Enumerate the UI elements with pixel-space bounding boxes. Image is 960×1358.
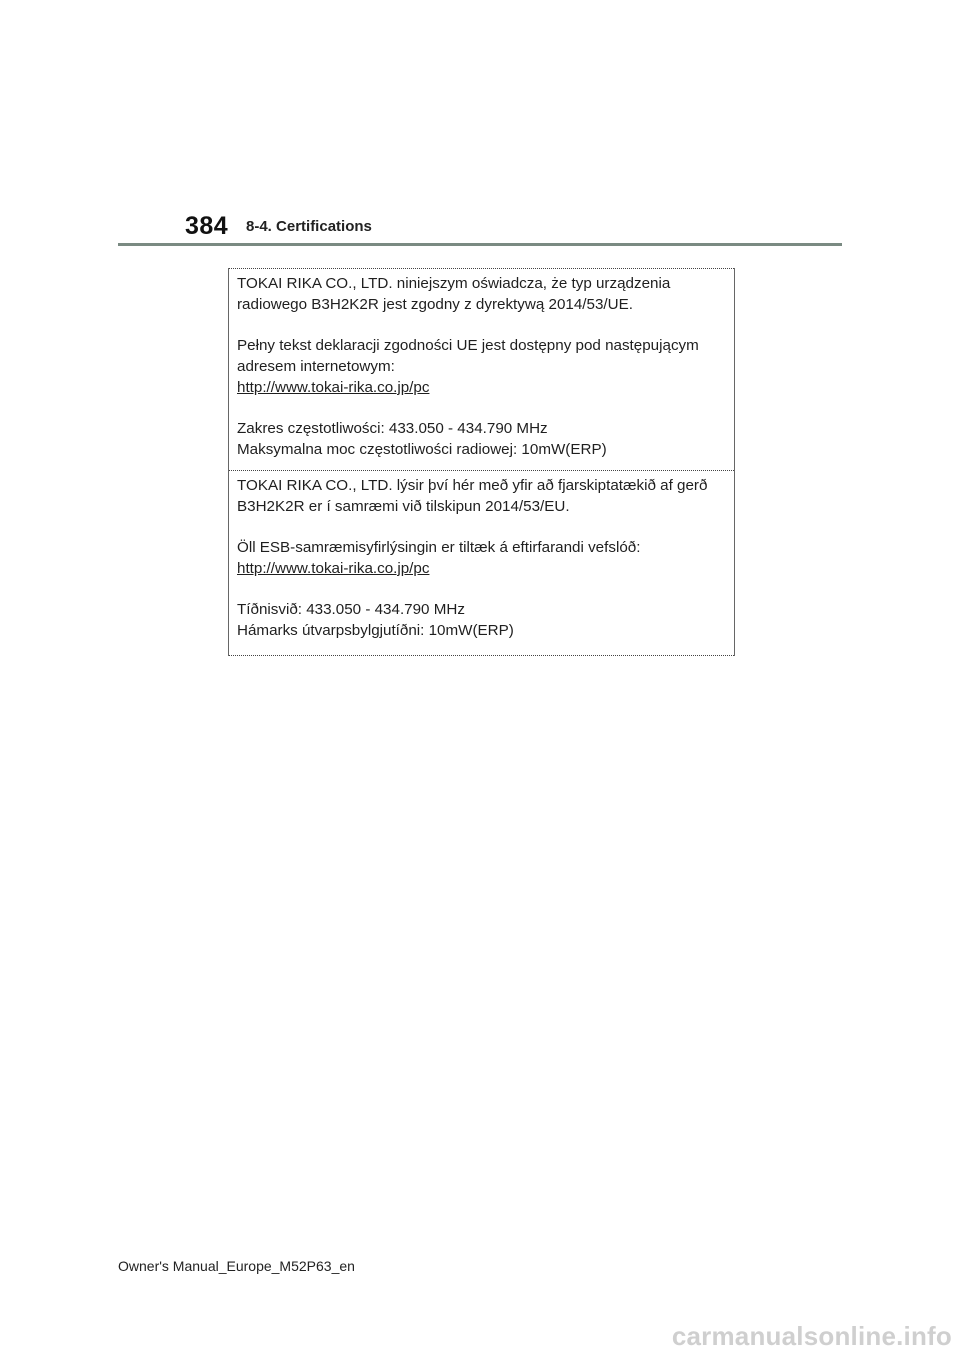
certification-box <box>228 268 735 656</box>
icelandic-fulltext-line1: Öll ESB-samræmisyfirlýsingin er tiltæk á eftirfarandi vefslóð: <box>237 539 641 556</box>
icelandic-declaration-line2: B3H2K2R er í samræmi við tilskipun 2014/53/EU. <box>237 498 570 515</box>
polish-declaration-block <box>229 268 734 470</box>
header-divider <box>118 243 842 246</box>
polish-fulltext-line1: Pełny tekst deklaracji zgodności UE jest dostępny pod następującym <box>237 337 699 354</box>
icelandic-specs <box>237 599 726 641</box>
polish-fulltext-line2: adresem internetowym: <box>237 358 395 375</box>
polish-frequency: Zakres częstotliwości: 433.050 - 434.790 MHz <box>237 420 548 437</box>
polish-fulltext <box>237 335 726 398</box>
icelandic-power: Hámarks útvarpsbylgjutíðni: 10mW(ERP) <box>237 622 514 639</box>
icelandic-frequency: Tíðnisvið: 433.050 - 434.790 MHz <box>237 601 465 618</box>
icelandic-url-link[interactable]: http://www.tokai-rika.co.jp/pc <box>237 560 430 577</box>
polish-power: Maksymalna moc częstotliwości radiowej: 10mW(ERP) <box>237 441 607 458</box>
page-number: 384 <box>185 212 229 240</box>
icelandic-declaration <box>237 475 726 517</box>
footer-manual-id: Owner's Manual_Europe_M52P63_en <box>118 1258 355 1274</box>
icelandic-declaration-block <box>229 470 734 656</box>
polish-url-link[interactable]: http://www.tokai-rika.co.jp/pc <box>237 379 430 396</box>
watermark-logo: carmanualsonline.info <box>671 1321 952 1351</box>
icelandic-fulltext <box>237 537 726 579</box>
polish-declaration <box>237 273 726 315</box>
polish-declaration-line2: radiowego B3H2K2R jest zgodny z dyrektywą 2014/53/UE. <box>237 296 633 313</box>
section-title: 8-4. Certifications <box>246 218 372 235</box>
icelandic-declaration-line1: TOKAI RIKA CO., LTD. lýsir því hér með yfir að fjarskiptatækið af gerð <box>237 477 708 494</box>
polish-specs <box>237 418 726 460</box>
polish-declaration-line1: TOKAI RIKA CO., LTD. niniejszym oświadcza, że typ urządzenia <box>237 275 671 292</box>
